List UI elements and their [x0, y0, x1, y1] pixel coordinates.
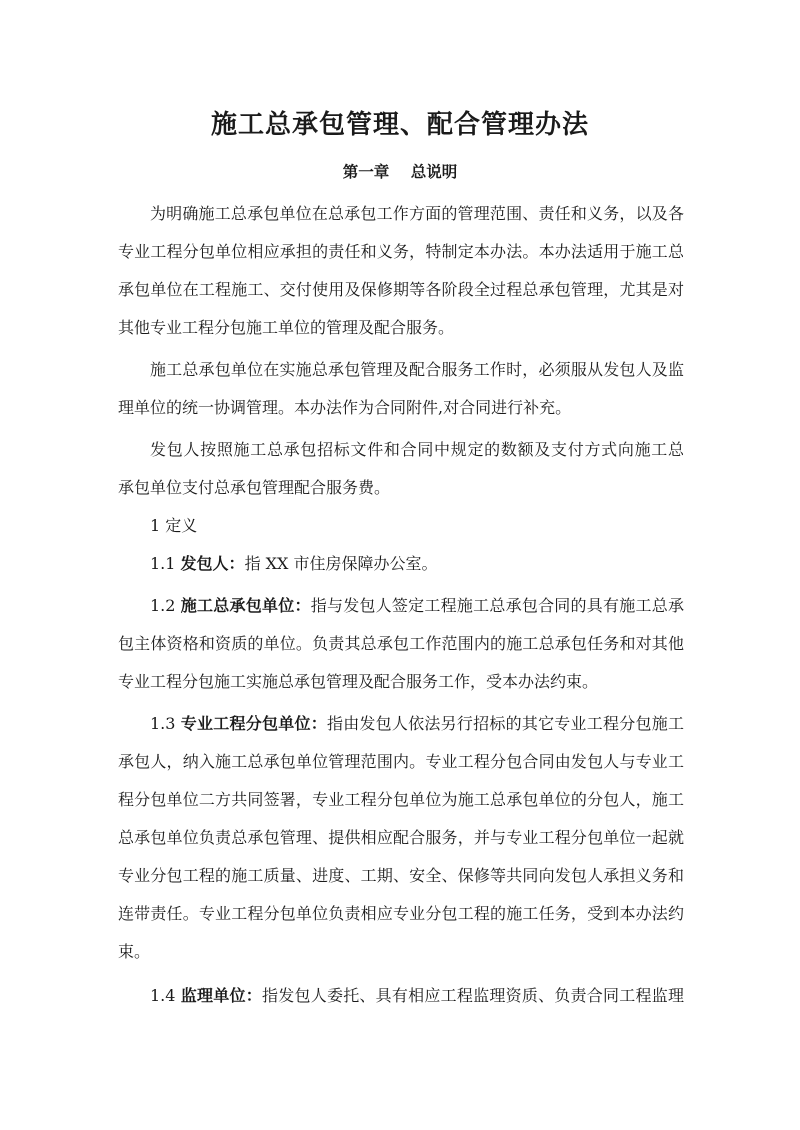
definition-text: 指与发包人签定工程施工总承包合同的具有施工总承 — [310, 596, 684, 615]
definition-1-3-line-2: 承包人，纳入施工总承包单位管理范围内。专业工程分包合同由发包人与专业工 — [118, 752, 684, 771]
definition-1-2-line-3: 专业工程分包施工实施总承包管理及配合服务工作，受本办法约束。 — [118, 672, 599, 691]
document-title: 施工总承包管理、配合管理办法 — [210, 110, 589, 140]
definition-term: 监理单位 — [180, 986, 246, 1005]
definition-1-1 — [150, 552, 684, 576]
definition-term: 施工总承包单位 — [180, 596, 295, 615]
definition-colon: ： — [245, 986, 262, 1005]
definition-1-4 — [150, 984, 684, 1008]
chapter-heading: 第一章 总说明 — [342, 162, 458, 181]
definition-text: 指发包人委托、具有相应工程监理资质、负责合同工程监理 — [262, 986, 684, 1005]
definition-text: 指由发包人依法另行招标的其它专业工程分包施工 — [326, 714, 684, 733]
definition-1-3-line-4: 总承包单位负责总承包管理、提供相应配合服务，并与专业工程分包单位一起就 — [118, 828, 684, 847]
definition-term: 专业工程分包单位 — [180, 714, 311, 733]
definition-colon: ： — [294, 596, 311, 615]
paragraph-2-line-1: 施工总承包单位在实施总承包管理及配合服务工作时，必须服从发包人及监 — [150, 360, 684, 379]
definition-colon: ： — [310, 714, 327, 733]
paragraph-1-line-3: 承包单位在工程施工、交付使用及保修期等各阶段全过程总承包管理，尤其是对 — [118, 280, 684, 299]
definition-1-2 — [150, 594, 684, 618]
definition-number: 1.3 — [150, 714, 181, 733]
paragraph-2-line-2: 理单位的统一协调管理。本办法作为合同附件,对合同进行补充。 — [118, 398, 572, 417]
definition-term: 发包人 — [180, 554, 229, 573]
definition-number: 1.1 — [150, 554, 181, 573]
definition-1-3-line-7: 束。 — [118, 942, 151, 961]
definition-1-3-line-3: 程分包单位二方共同签署，专业工程分包单位为施工总承包单位的分包人，施工 — [118, 790, 684, 809]
definition-1-2-line-2: 包主体资格和资质的单位。负责其总承包工作范围内的施工总承包任务和对其他 — [118, 634, 684, 653]
paragraph-1-line-2: 专业工程分包单位相应承担的责任和义务，特制定本办法。本办法适用于施工总 — [118, 242, 684, 261]
definition-1-3 — [150, 712, 684, 736]
definition-1-3-line-6: 连带责任。专业工程分包单位负责相应专业分包工程的施工任务，受到本办法约 — [118, 904, 684, 923]
paragraph-1-line-1: 为明确施工总承包单位在总承包工作方面的管理范围、责任和义务，以及各 — [150, 204, 684, 223]
definition-colon: ： — [228, 554, 245, 573]
definition-text: 指 XX 市住房保障办公室。 — [244, 554, 438, 573]
definition-1-3-line-5: 专业分包工程的施工质量、进度、工期、安全、保修等共同向发包人承担义务和 — [118, 866, 684, 885]
definition-number: 1.4 — [150, 986, 181, 1005]
section-heading: 1 定义 — [150, 516, 198, 535]
paragraph-3-line-2: 承包单位支付总承包管理配合服务费。 — [118, 478, 391, 497]
paragraph-1-line-4: 其他专业工程分包施工单位的管理及配合服务。 — [118, 318, 455, 337]
definition-number: 1.2 — [150, 596, 181, 615]
paragraph-3-line-1: 发包人按照施工总承包招标文件和合同中规定的数额及支付方式向施工总 — [150, 440, 684, 459]
